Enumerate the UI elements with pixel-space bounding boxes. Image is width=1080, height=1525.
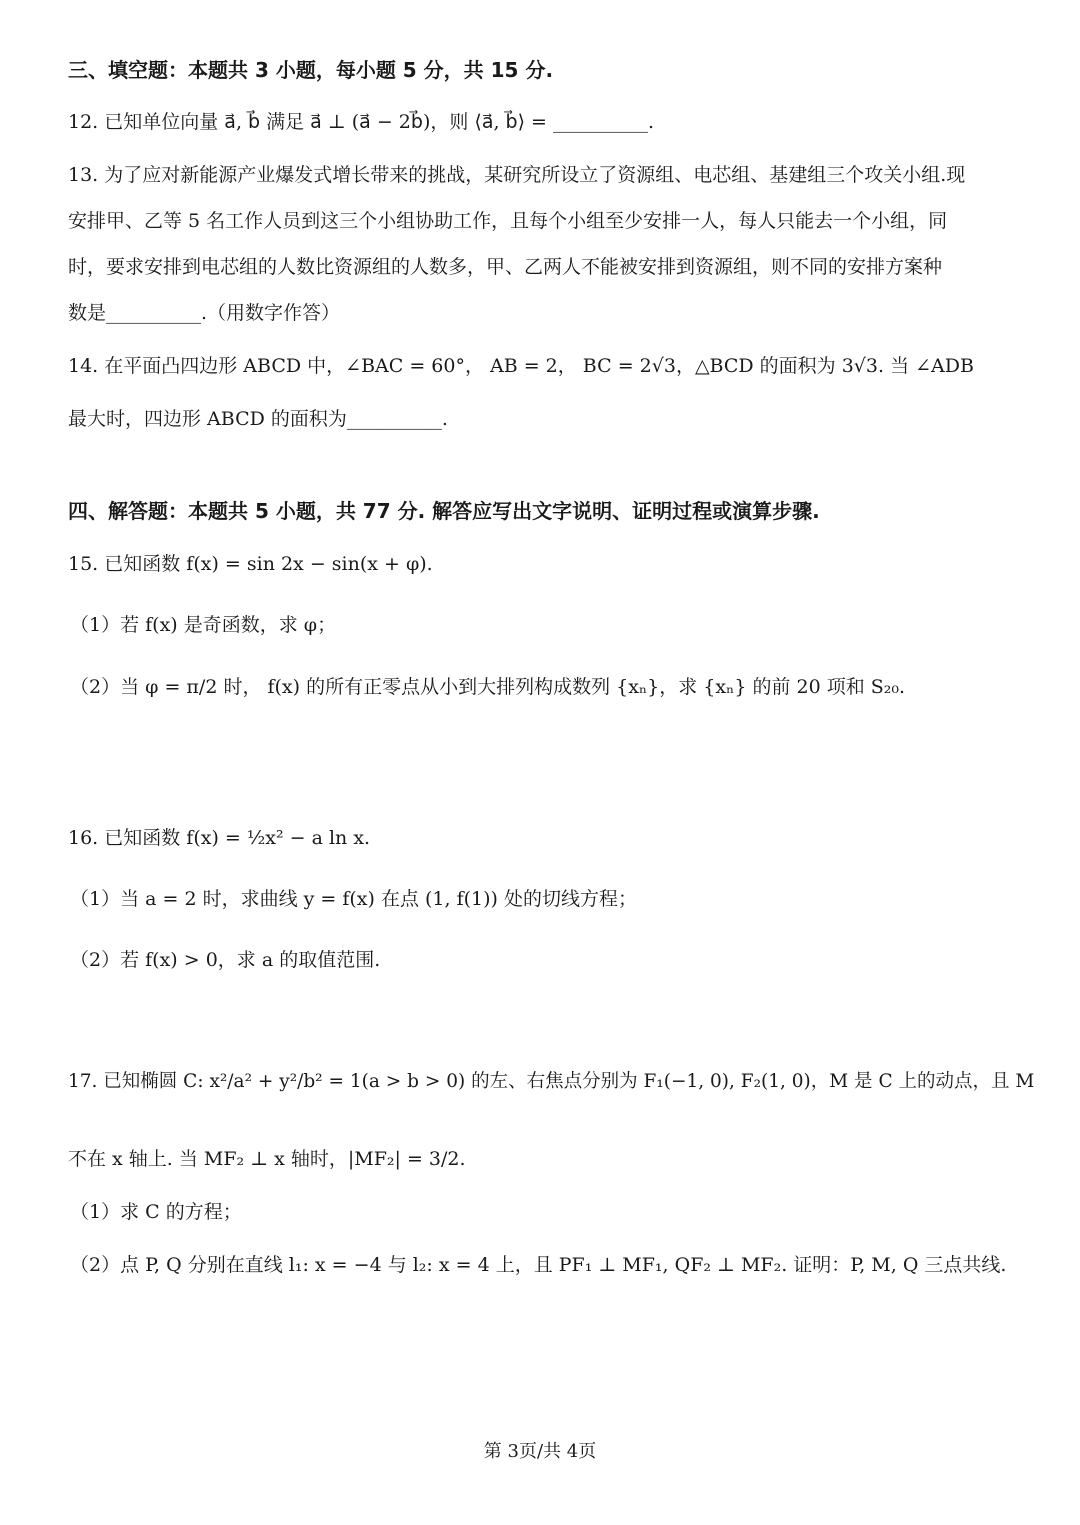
- question-15-part-1: （1）若 f(x) 是奇函数，求 φ；: [70, 614, 337, 636]
- section-3-heading: 三、填空题：本题共 3 小题，每小题 5 分，共 15 分.: [68, 58, 554, 82]
- question-13-line-4: 数是__________.（用数字作答）: [68, 302, 341, 324]
- question-16-part-1: （1）当 a = 2 时，求曲线 y = f(x) 在点 (1, f(1)) 处的切线方程；: [70, 888, 637, 910]
- page-footer: 第 3页/共 4页: [483, 1441, 597, 1462]
- question-16-part-2: （2）若 f(x) > 0，求 a 的取值范围.: [70, 949, 381, 971]
- section-4-heading: 四、解答题：本题共 5 小题，共 77 分. 解答应写出文字说明、证明过程或演算步骤.: [68, 499, 820, 523]
- question-16-stem: 16. 已知函数 f(x) = ½x² − a ln x.: [68, 827, 371, 849]
- question-17-part-1: （1）求 C 的方程；: [70, 1201, 242, 1223]
- question-17-stem-continued: 不在 x 轴上. 当 MF₂ ⊥ x 轴时，|MF₂| = 3/2.: [68, 1148, 466, 1170]
- question-13-line-2: 安排甲、乙等 5 名工作人员到这三个小组协助工作，且每个小组至少安排一人，每人只能去一个小组，同: [68, 210, 948, 232]
- question-15-part-2: （2）当 φ = π/2 时， f(x) 的所有正零点从小到大排列构成数列 {xₙ}，求 {xₙ} 的前 20 项和 S₂₀.: [70, 676, 906, 698]
- question-12: 12. 已知单位向量 a⃗, b⃗ 满足 a⃗ ⊥ (a⃗ − 2b⃗)，则 ⟨a⃗, b⃗⟩ = __________.: [68, 111, 655, 133]
- question-13-line-3: 时，要求安排到电芯组的人数比资源组的人数多，甲、乙两人不能被安排到资源组，则不同的安排方案种: [68, 256, 943, 278]
- question-14-line-1: 14. 在平面凸四边形 ABCD 中，∠BAC = 60°， AB = 2， BC = 2√3，△BCD 的面积为 3√3. 当 ∠ADB: [68, 355, 974, 377]
- question-13-line-1: 13. 为了应对新能源产业爆发式增长带来的挑战，某研究所设立了资源组、电芯组、基建组三个攻关小组.现: [68, 164, 966, 186]
- question-15-stem: 15. 已知函数 f(x) = sin 2x − sin(x + φ).: [68, 553, 433, 575]
- question-14-line-2: 最大时，四边形 ABCD 的面积为__________.: [68, 408, 448, 430]
- question-17-part-2: （2）点 P, Q 分别在直线 l₁: x = −4 与 l₂: x = 4 上，且 PF₁ ⊥ MF₁, QF₂ ⊥ MF₂. 证明：P, M, Q 三点共线.: [70, 1254, 1007, 1276]
- question-17-stem: 17. 已知椭圆 C: x²/a² + y²/b² = 1(a > b > 0) 的左、右焦点分别为 F₁(−1, 0), F₂(1, 0)，M 是 C 上的动点，且 M: [68, 1071, 1035, 1092]
